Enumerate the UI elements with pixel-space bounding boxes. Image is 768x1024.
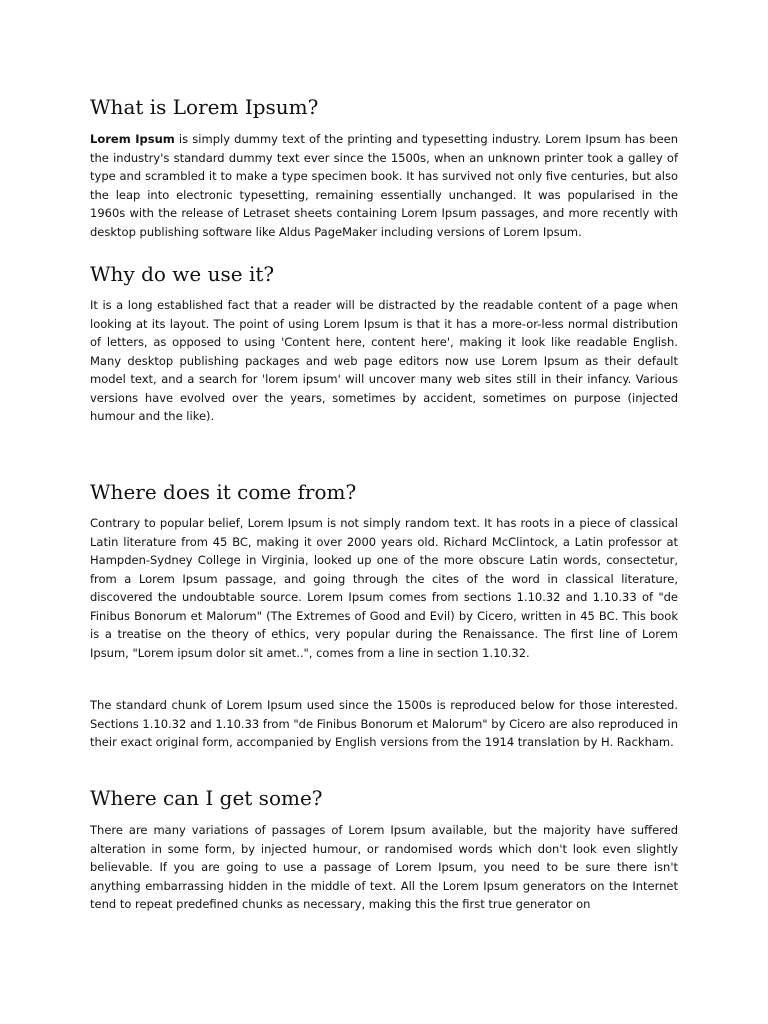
paragraph-body-text: is simply dummy text of the printing and typesetting industry. Lorem Ipsum has been the industry's standard dummy text ever since the 1500s, when an unknown printer took a galley of type and scrambled it to make a type specimen book. It has survived not only five centuries, but also the leap into electronic typesetting, remaining essentially unchanged. It was popularised in the 1960s with the release of Letraset sheets containing Lorem Ipsum passages, and more recently with desktop publishing software like Aldus PageMaker including versions of Lorem Ipsum. [90, 132, 679, 239]
paragraph-what-is-lorem-ipsum [90, 130, 678, 241]
paragraph-where-can-i-get-some: There are many variations of passages of Lorem Ipsum available, but the majority have suffered alteration in some form, by injected humour, or randomised words which don't look even slightly believable. If you are going to use a passage of Lorem Ipsum, you need to be sure there isn't anything embarrassing hidden in the middle of text. All the Lorem Ipsum generators on the Internet tend to repeat predefined chunks as necessary, making this the first true generator on [90, 823, 678, 911]
paragraph-why-do-we-use-it: It is a long established fact that a reader will be distracted by the readable content of a page when looking at its layout. The point of using Lorem Ipsum is that it has a more-or-less normal distribution of letters, as opposed to using 'Content here, content here', making it look like readable English. Many desktop publishing packages and web page editors now use Lorem Ipsum as their default model text, and a search for 'lorem ipsum' will uncover many web sites still in their infancy. Various versions have evolved over the years, sometimes by accident, sometimes on purpose (injected humour and the like). [90, 298, 678, 423]
heading-what-is-lorem-ipsum: What is Lorem Ipsum? [90, 95, 319, 119]
bold-lead-text: Lorem Ipsum [90, 132, 175, 146]
paragraph-where-does-it-come-from-2: The standard chunk of Lorem Ipsum used since the 1500s is reproduced below for those interested. Sections 1.10.32 and 1.10.33 from "de Finibus Bonorum et Malorum" by Cicero are also reproduced in their exact original form, accompanied by English versions from the 1914 translation by H. Rackham. [90, 698, 678, 749]
paragraph-where-does-it-come-from-1: Contrary to popular belief, Lorem Ipsum is not simply random text. It has roots in a piece of classical Latin literature from 45 BC, making it over 2000 years old. Richard McClintock, a Latin professor at Hampden-Sydney College in Virginia, looked up one of the more obscure Latin words, consectetur, from a Lorem Ipsum passage, and going through the cites of the word in classical literature, discovered the undoubtable source. Lorem Ipsum comes from sections 1.10.32 and 1.10.33 of "de Finibus Bonorum et Malorum" (The Extremes of Good and Evil) by Cicero, written in 45 BC. This book is a treatise on the theory of ethics, very popular during the Renaissance. The first line of Lorem Ipsum, "Lorem ipsum dolor sit amet..", comes from a line in section 1.10.32. [90, 516, 678, 660]
heading-where-does-it-come-from: Where does it come from? [90, 480, 357, 504]
heading-why-do-we-use-it: Why do we use it? [90, 262, 275, 286]
heading-where-can-i-get-some: Where can I get some? [90, 786, 323, 810]
